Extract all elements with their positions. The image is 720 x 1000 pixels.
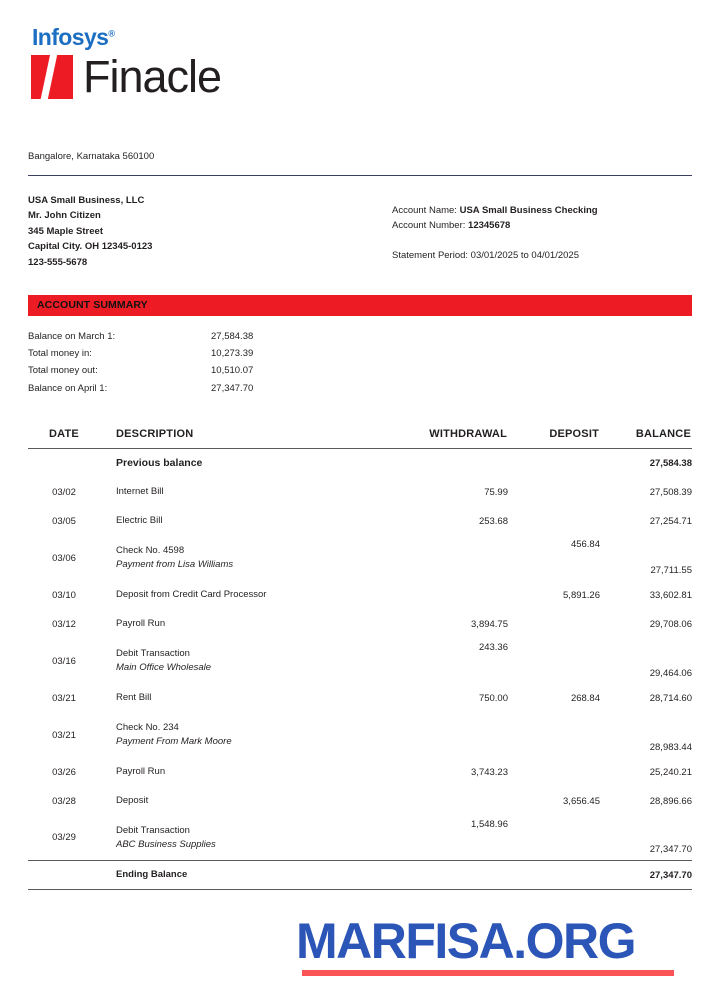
account-summary-banner: ACCOUNT SUMMARY [28, 295, 692, 316]
cell-withdrawal [398, 581, 508, 610]
account-number-row [392, 218, 692, 233]
cell-balance: 27,508.39 [649, 486, 692, 498]
description-text: Debit Transaction [116, 824, 190, 836]
bank-address: Bangalore, Karnataka 560100 [28, 151, 155, 162]
account-summary-rows [28, 328, 692, 397]
cell-withdrawal: 1,548.96 [471, 818, 508, 830]
description-subtext: ABC Business Supplies [116, 838, 216, 850]
brand-logo [28, 0, 692, 102]
cell-withdrawal [398, 536, 508, 581]
description-text: Debit Transaction [116, 648, 190, 660]
summary-label: Total money in: [28, 348, 92, 360]
cell-deposit [508, 639, 600, 684]
cell-description [100, 610, 398, 639]
cell-description [100, 449, 398, 478]
table-row [28, 758, 692, 787]
summary-label: Balance on April 1: [28, 382, 108, 394]
description-text: Check No. 4598 [116, 545, 185, 557]
description-text: Ending Balance [116, 869, 188, 881]
customer-address-block [28, 193, 152, 270]
account-number-label: Account Number: [392, 220, 466, 232]
watermark-underline [302, 970, 674, 976]
column-header-withdrawal: WITHDRAWAL [429, 428, 507, 440]
description-text: Internet Bill [116, 486, 164, 498]
column-header-balance: BALANCE [635, 428, 691, 440]
cell-balance: 27,254.71 [649, 515, 692, 527]
customer-line: Capital City. OH 12345-0123 [28, 241, 153, 253]
cell-deposit: 3,656.45 [563, 795, 600, 807]
summary-label: Total money out: [28, 365, 98, 377]
cell-balance: 28,896.66 [649, 795, 692, 807]
cell-description [100, 758, 398, 787]
cell-description [100, 536, 398, 581]
account-name-label: Account Name: [392, 205, 457, 216]
description-text: Payroll Run [116, 618, 166, 630]
column-header-description: DESCRIPTION [116, 428, 194, 440]
customer-line: Mr. John Citizen [28, 210, 101, 222]
cell-deposit [508, 861, 600, 890]
description-subtext: Main Office Wholesale [116, 662, 212, 673]
cell-date: 03/10 [52, 589, 76, 601]
cell-deposit [508, 758, 600, 787]
cell-balance: 28,714.60 [649, 692, 692, 704]
cell-date: 03/21 [52, 729, 76, 741]
cell-deposit [508, 507, 600, 536]
cell-description [100, 861, 398, 890]
table-row [28, 581, 692, 610]
table-row [28, 713, 692, 758]
cell-date: 03/26 [52, 766, 76, 778]
cell-date: 03/16 [52, 655, 76, 667]
infosys-wordmark-text: Infosys [32, 24, 109, 50]
cell-deposit [508, 816, 600, 861]
cell-date: 03/05 [52, 515, 76, 527]
cell-deposit [508, 610, 600, 639]
cell-withdrawal [398, 449, 508, 478]
cell-description [100, 507, 398, 536]
cell-deposit: 5,891.26 [563, 589, 600, 601]
cell-withdrawal: 75.99 [484, 486, 508, 498]
watermark-text: MARFISA.ORG [296, 913, 636, 969]
table-row [28, 610, 692, 639]
header-divider [28, 175, 692, 176]
account-name-value: USA Small Business Checking [459, 205, 598, 216]
cell-description [100, 713, 398, 758]
table-row [28, 507, 692, 536]
cell-date: 03/29 [52, 832, 76, 844]
cell-deposit [508, 449, 600, 478]
table-row [28, 478, 692, 507]
cell-deposit: 456.84 [570, 538, 600, 550]
table-row [28, 816, 692, 861]
summary-row [28, 362, 692, 379]
summary-value: 10,510.07 [211, 365, 254, 377]
cell-description [100, 478, 398, 507]
summary-value: 10,273.39 [211, 348, 254, 360]
cell-deposit [508, 478, 600, 507]
description-text: Previous balance [116, 456, 203, 469]
cell-description [100, 684, 398, 713]
cell-balance: 28,983.44 [649, 741, 692, 753]
description-subtext: Payment from Lisa Williams [116, 559, 234, 570]
cell-balance: 27,347.70 [649, 869, 692, 881]
column-header-deposit: DEPOSIT [549, 428, 599, 440]
cell-withdrawal: 3,894.75 [471, 618, 508, 630]
description-text: Rent Bill [116, 692, 152, 704]
description-text: Payroll Run [116, 766, 166, 778]
cell-balance: 29,464.06 [649, 667, 692, 679]
description-text: Electric Bill [116, 515, 163, 527]
table-row [28, 639, 692, 684]
cell-description [100, 639, 398, 684]
table-row [28, 787, 692, 816]
cell-date [28, 861, 100, 890]
cell-withdrawal: 253.68 [478, 515, 508, 527]
cell-date: 03/02 [52, 486, 76, 498]
summary-value: 27,584.38 [211, 330, 254, 342]
table-row [28, 684, 692, 713]
table-row-previous-balance [28, 449, 692, 478]
description-text: Deposit [116, 795, 149, 807]
summary-value: 27,347.70 [211, 382, 254, 394]
summary-row [28, 328, 692, 345]
finacle-wordmark: Finacle [83, 51, 222, 102]
description-text: Deposit from Credit Card Processor [116, 589, 267, 601]
description-subtext: Payment From Mark Moore [116, 736, 232, 747]
statement-info-section [28, 193, 692, 270]
cell-balance: 25,240.21 [649, 766, 692, 778]
cell-withdrawal [398, 713, 508, 758]
cell-date: 03/21 [52, 692, 76, 704]
cell-withdrawal: 750.00 [478, 692, 508, 704]
cell-date: 03/28 [52, 795, 76, 807]
cell-balance: 33,602.81 [649, 589, 692, 601]
cell-date: 03/06 [52, 552, 76, 564]
summary-label: Balance on March 1: [28, 330, 116, 342]
account-details-block [392, 193, 692, 270]
cell-balance: 29,708.06 [649, 618, 692, 630]
cell-description [100, 787, 398, 816]
infosys-wordmark [32, 26, 114, 49]
customer-line: 123-555-5678 [28, 256, 88, 268]
cell-deposit: 268.84 [570, 692, 600, 704]
summary-row [28, 380, 692, 397]
table-row-ending-balance [28, 861, 692, 890]
cell-deposit [508, 713, 600, 758]
cell-description [100, 581, 398, 610]
transactions-table [28, 427, 692, 890]
cell-withdrawal: 243.36 [478, 641, 508, 653]
column-header-date: DATE [49, 428, 79, 440]
customer-line: USA Small Business, LLC [28, 195, 145, 206]
cell-description [100, 816, 398, 861]
cell-withdrawal [398, 787, 508, 816]
description-text: Check No. 234 [116, 722, 179, 734]
cell-date [28, 449, 100, 478]
cell-balance: 27,584.38 [649, 457, 692, 469]
cell-balance: 27,347.70 [649, 844, 692, 855]
statement-period: Statement Period: 03/01/2025 to 04/01/2025 [392, 249, 579, 261]
account-name-row [392, 203, 692, 218]
watermark [296, 913, 696, 976]
registered-trademark-icon: ® [108, 28, 115, 39]
cell-date: 03/12 [52, 618, 76, 630]
transactions-header [28, 427, 692, 449]
finacle-logo-slash [39, 55, 58, 99]
transactions-body [28, 449, 692, 890]
account-number-value: 12345678 [468, 220, 511, 232]
table-row [28, 536, 692, 581]
customer-line: 345 Maple Street [28, 225, 103, 237]
summary-row [28, 345, 692, 362]
cell-balance: 27,711.55 [650, 564, 692, 576]
cell-withdrawal [398, 861, 508, 890]
finacle-logo-icon [31, 55, 73, 99]
cell-withdrawal: 3,743.23 [471, 766, 508, 778]
